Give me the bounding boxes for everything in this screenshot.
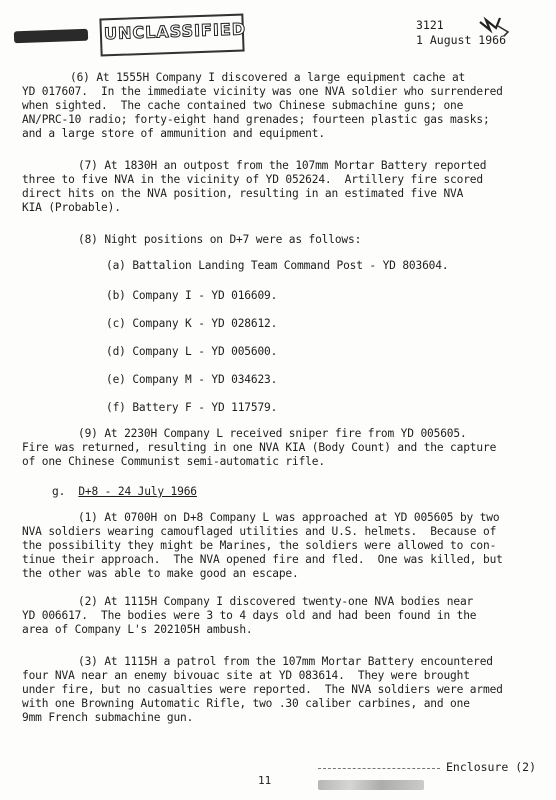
document-number: 3121 [416, 18, 444, 32]
illegible-stamp [318, 780, 424, 790]
g3-line-4: with one Browning Automatic Rifle, two .30 caliber carbines, and one [22, 697, 470, 710]
section-g-prefix: g. [52, 485, 79, 498]
redaction-bar [14, 29, 88, 44]
paragraph-6-line-4: AN/PRC-10 radio; forty-eight hand grenades; fourteen plastic gas masks; [22, 113, 490, 126]
document-date: 1 August 1966 [416, 33, 507, 47]
paragraph-6-line-3: when sighted. The cache contained two Chinese submachine guns; one [22, 99, 464, 112]
g2-line-1: (2) At 1115H Company I discovered twenty-one NVA bodies near [78, 595, 474, 608]
paragraph-6-line-1: (6) At 1555H Company I discovered a large equipment cache at [70, 71, 466, 84]
section-g-title: D+8 - 24 July 1966 [78, 485, 197, 498]
position-e: (e) Company M - YD 034623. [106, 373, 278, 386]
g1-line-3: the possibility they might be Marines, the soldiers were allowed to con- [22, 539, 497, 552]
position-c: (c) Company K - YD 028612. [106, 317, 278, 330]
paragraph-6-line-2: YD 017607. In the immediate vicinity was one NVA soldier who surrendered [22, 85, 503, 98]
paragraph-8: (8) Night positions on D+7 were as follows: [78, 233, 362, 246]
classification-stamp: UNCLASSIFIED [103, 19, 247, 44]
g2-line-3: area of Company L's 202105H ambush. [22, 623, 253, 636]
g3-line-2: four NVA near an enemy bivouac site at YD 083614. They were brought [22, 669, 470, 682]
g1-line-4: tinue their approach. The NVA opened fire and fled. One was killed, but [22, 553, 503, 566]
signature-line [318, 768, 440, 769]
page-number: 11 [258, 774, 272, 787]
g2-line-2: YD 006617. The bodies were 3 to 4 days old and had been found in the [22, 609, 477, 622]
g3-line-5: 9mm French submachine gun. [22, 711, 194, 724]
position-a: (a) Battalion Landing Team Command Post - YD 803604. [106, 259, 449, 272]
paragraph-7-line-1: (7) At 1830H an outpost from the 107mm Mortar Battery reported [78, 159, 487, 172]
g1-line-5: the other was able to make good an escape. [22, 567, 299, 580]
enclosure-label: Enclosure (2) [446, 760, 537, 774]
paragraph-7-line-3: direct hits on the NVA position, resulting in an estimated five NVA [22, 187, 464, 200]
paragraph-9-line-1: (9) At 2230H Company L received sniper fire from YD 005605. [78, 427, 467, 440]
paragraph-9-line-3: of one Chinese Communist semi-automatic rifle. [22, 455, 325, 468]
paragraph-7-line-2: three to five NVA in the vicinity of YD 052624. Artillery fire scored [22, 173, 483, 186]
g3-line-3: under fire, but no casualties were reported. The NVA soldiers were armed [22, 683, 503, 696]
g3-line-1: (3) At 1115H a patrol from the 107mm Mortar Battery encountered [78, 655, 493, 668]
g1-line-2: NVA soldiers wearing camouflaged utilities and U.S. helmets. Because of [22, 525, 497, 538]
g1-line-1: (1) At 0700H on D+8 Company L was approached at YD 005605 by two [78, 511, 500, 524]
paragraph-7-line-4: KIA (Probable). [22, 201, 121, 214]
paragraph-6-line-5: and a large store of ammunition and equipment. [22, 127, 325, 140]
handwritten-mark-icon [478, 16, 512, 38]
position-b: (b) Company I - YD 016609. [106, 289, 278, 302]
position-d: (d) Company L - YD 005600. [106, 345, 278, 358]
paragraph-9-line-2: Fire was returned, resulting in one NVA KIA (Body Count) and the capture [22, 441, 497, 454]
section-g-heading [52, 485, 197, 499]
position-f: (f) Battery F - YD 117579. [106, 401, 278, 414]
